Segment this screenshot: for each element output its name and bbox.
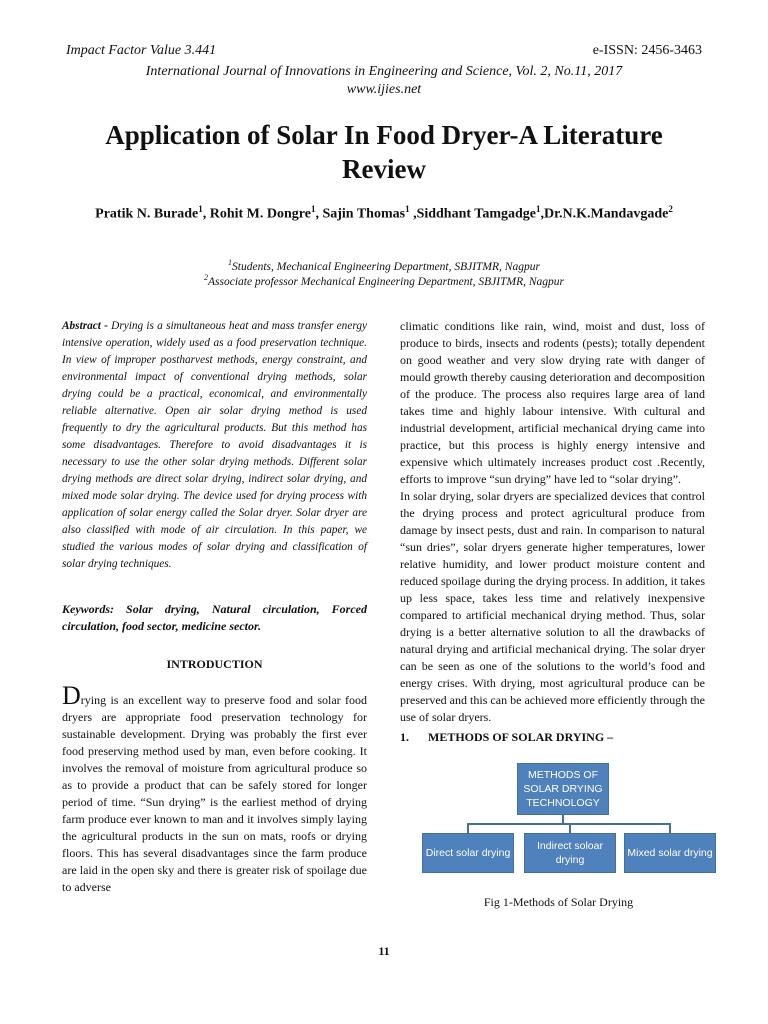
author: Sajin Thomas (322, 206, 406, 222)
journal-website[interactable]: www.ijies.net (346, 82, 422, 97)
author-separator: , (409, 206, 417, 222)
diagram-node-mixed: Mixed solar drying (624, 833, 716, 873)
affiliation-text: Associate professor Mechanical Engineering Department, SBJITMR, Nagpur (207, 275, 565, 288)
author: Dr.N.K.Mandavgade (544, 206, 669, 222)
abstract (62, 318, 367, 573)
page-number: 11 (378, 944, 390, 958)
keywords: Keywords: Solar drying, Natural circulation, Forced circulation, food sector, medicine sector. (62, 602, 367, 633)
abstract-label: Abstract - (62, 320, 108, 332)
introduction-paragraph (62, 681, 367, 896)
author-affil-mark: 2 (668, 204, 673, 214)
author-affil-mark: 1 (536, 204, 541, 214)
author: Pratik N. Burade (95, 206, 199, 222)
body-paragraph: In solar drying, solar dryers are specialized devices that control the drying process and protect agricultural produce from damage by insect pests, dust and rain. In comparison to natural “sun dries”, solar dryers generate higher temperatures, lower relative humidity, and lower product moisture content and reduced spoilage during the drying process. In addition, it takes up less space, takes less time and relatively inexpensive compared to artificial mechanical drying method. Thus, solar drying is a better alternative solution to all the drawbacks of natural drying and artificial mechanical drying. The solar dryer can be seen as one of the solutions to the world’s food and energy crises. With drying, most agricultural produce can be preserved and this can be achieved more efficiently through the use of solar dryers. (400, 489, 705, 724)
author-separator: , (202, 206, 210, 222)
author-list (40, 204, 728, 223)
author-separator: , (315, 206, 323, 222)
impact-factor: Impact Factor Value 3.441 (66, 43, 217, 58)
affiliation (0, 258, 768, 273)
abstract-text: Drying is a simultaneous heat and mass transfer energy intensive operation, widely used as a food preservation technique. In view of improper postharvest methods, energy constraint, and environmental impact of conventional drying methods, solar drying could be a practical, economical, and environmentally reliable alternative. Open air solar drying method is used frequently to dry the agricultural products. But this method has some disadvantages. Therefore to avoid disadvantages it is necessary to use the other solar drying methods. Different solar drying methods are direct solar drying, indirect solar drying, and mixed mode solar drying. The device used for drying process with application of solar energy called the Solar dryer. Solar dryer are also classified with mode of air circulation. In this paper, we studied the various modes of solar drying and classification of solar drying techniques. (62, 320, 367, 570)
journal-name: International Journal of Innovations in Engineering and Science, Vol. 2, No.11, 2017 (145, 64, 623, 79)
affiliation-mark: 1 (228, 258, 233, 267)
author: Siddhant Tamgadge (416, 206, 537, 222)
section-number: 1. (400, 730, 409, 744)
issn: e-ISSN: 2456-3463 (592, 43, 702, 58)
connector-line (467, 823, 469, 833)
running-header (66, 43, 702, 61)
section-heading-introduction: INTRODUCTION (166, 657, 263, 671)
paper-title: Application of Solar In Food Dryer-A Literature Review (105, 120, 663, 184)
diagram-root-node: METHODS OF SOLAR DRYING TECHNOLOGY (517, 763, 609, 815)
affiliation (0, 273, 768, 288)
section-heading-methods (400, 730, 705, 745)
introduction-text: rying is an excellent way to preserve food and solar food dryers are appropriate food preservation technology for sustainable development. Drying was probably the first ever food preserving method used by man, even before cooking. It involves the removal of moisture from agricultural produce so as to provide a product that can be safely stored for longer period of time. “Sun drying” is the earliest method of drying farm produce ever known to man and it involves simply laying the agricultural products in the sun on mats, roofs or drying floors. This has several disadvantages since the farm produce are laid in the open sky and there is greater risk of spoilage due to adverse (62, 693, 367, 894)
right-column (400, 318, 713, 910)
author-affil-mark: 1 (310, 204, 316, 214)
section-title: METHODS OF SOLAR DRYING – (428, 730, 614, 744)
affiliation-text: Students, Mechanical Engineering Department, SBJITMR, Nagpur (232, 260, 540, 273)
diagram-node-direct: Direct solar drying (422, 833, 514, 873)
left-column (62, 318, 367, 896)
diagram-node-indirect: Indirect soloar drying (524, 833, 616, 873)
figure-caption: Fig 1-Methods of Solar Drying (483, 895, 634, 909)
author: Rohit M. Dongre (209, 206, 311, 222)
methods-diagram (400, 763, 713, 887)
connector-line (669, 823, 671, 833)
author-affil-mark: 1 (198, 204, 203, 214)
author-affil-mark: 1 (405, 204, 410, 214)
body-paragraph: climatic conditions like rain, wind, moist and dust, loss of produce to birds, insects and rodents (pests); totally dependent on good weather and very slow drying rate with danger of mould growth thereby causing deterioration and decomposition of the produce. The process also requires large area of land takes time and highly labour intensive. With cultural and industrial development, artificial mechanical drying came into practice, but this process is highly energy intensive and expensive which ultimately increases product cost .Recently, efforts to improve “sun drying” have led to “solar drying”. (400, 319, 705, 486)
affiliation-mark: 2 (203, 273, 208, 282)
drop-cap: D (62, 681, 81, 710)
author-separator: , (540, 206, 545, 222)
connector-line (569, 823, 571, 833)
